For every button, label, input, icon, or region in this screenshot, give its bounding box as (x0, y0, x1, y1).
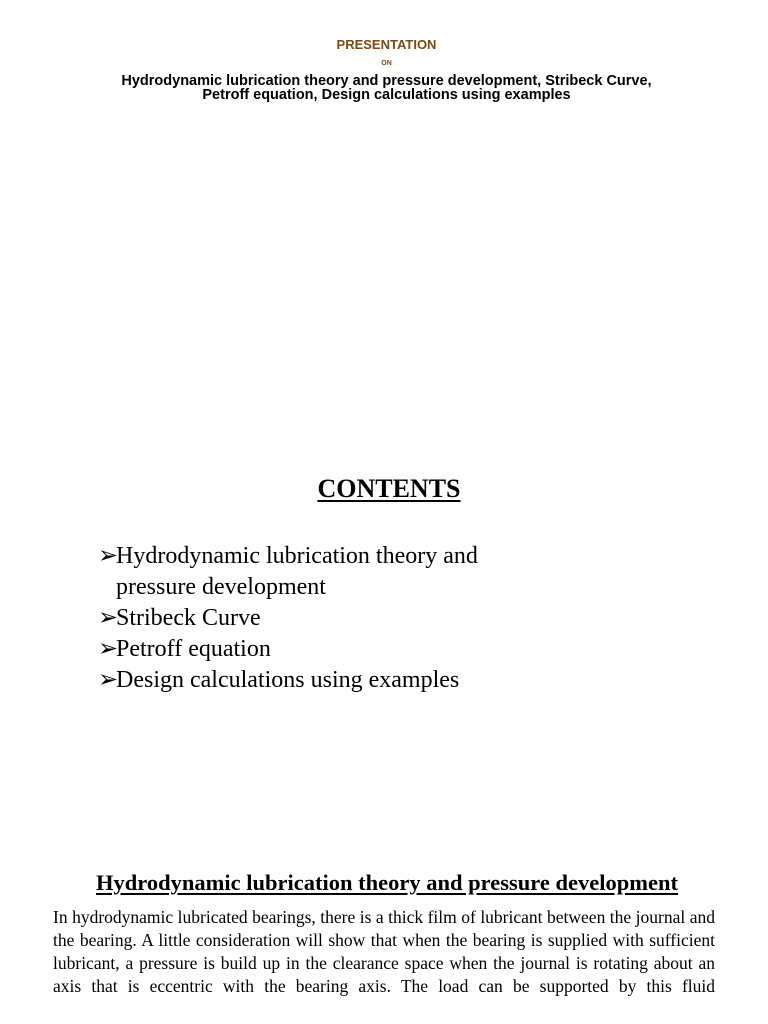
presentation-label: PRESENTATION (336, 37, 437, 52)
presentation-title: Hydrodynamic lubrication theory and pressure development, Stribeck Curve, Petroff equation, Design calculations using examples (121, 73, 652, 103)
contents-item (98, 541, 498, 603)
contents-item (98, 603, 498, 634)
arrow-bullet-icon: ➢ (98, 667, 119, 693)
contents-item-label: Design calculations using examples (116, 667, 460, 693)
arrow-bullet-icon: ➢ (98, 605, 119, 631)
on-label: ON (381, 60, 392, 67)
contents-item-label: Petroff equation (116, 636, 271, 662)
contents-item-label: Stribeck Curve (116, 605, 261, 631)
contents-heading: CONTENTS (317, 474, 461, 503)
arrow-bullet-icon: ➢ (98, 543, 119, 569)
contents-item-label: Hydrodynamic lubrication theory and pressure development (116, 543, 478, 600)
section-heading: Hydrodynamic lubrication theory and pressure development (96, 870, 678, 895)
section-body: In hydrodynamic lubricated bearings, there is a thick film of lubricant between the journal and the bearing. A little consideration will show that when the bearing is supplied with sufficient lubricant, a pressure is build up in the clearance space when the journal is rotating about an axis that is eccentric with the bearing axis. The load can be supported by this fluid (53, 907, 715, 996)
arrow-bullet-icon: ➢ (98, 636, 119, 662)
contents-item (98, 665, 498, 696)
contents-list (98, 541, 498, 696)
contents-item (98, 634, 498, 665)
